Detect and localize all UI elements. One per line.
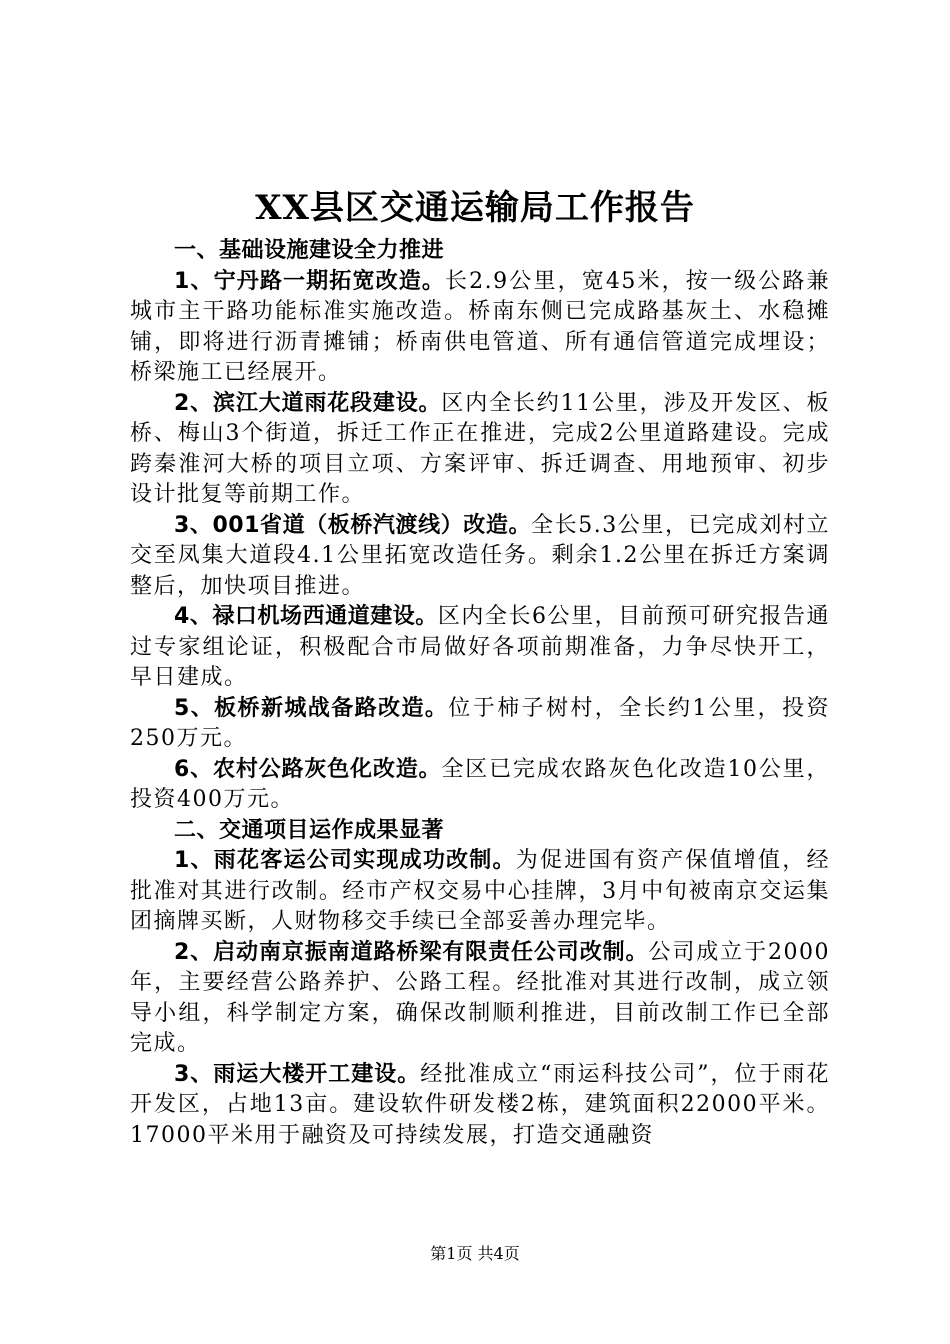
paragraph-lead: 2、滨江大道雨花段建设。 [174,390,442,416]
paragraph-text: 为促进国有资产保值增值，经批准对其进行改制。经市产权交易中心挂牌，3月中旬被南京交运集团摘牌买断，人财物移交手续已全部妥善办理完毕。 [130,848,830,934]
section-heading-2: 二、交通项目运作成果显著 [174,817,445,843]
paragraph [130,389,830,511]
paragraph-lead: 2、启动南京振南道路桥梁有限责任公司改制。 [174,939,649,965]
paragraph [130,938,830,1060]
paragraph-text: 区内全长6公里，目前预可研究报告通过专家组论证，积极配合市局做好各项前期准备，力争尽快开工，早日建成。 [130,604,831,690]
section-heading-1: 一、基础设施建设全力推进 [174,238,445,263]
paragraph [130,846,830,938]
paragraph-lead: 6、农村公路灰色化改造。 [174,756,442,782]
paragraph-lead: 1、雨花客运公司实现成功改制。 [174,848,516,873]
paragraph-lead: 5、板桥新城战备路改造。 [174,695,449,721]
document-body [130,236,830,1151]
paragraph-text: 经批准成立“雨运科技公司”，位于雨花开发区，占地13亩。建设软件研发楼2栋，建筑面积22000平米。17000平米用于融资及可持续发展，打造交通融资 [130,1061,830,1148]
paragraph [130,694,830,755]
paragraph-lead: 4、禄口机场西通道建设。 [174,604,438,629]
paragraph-text: 公司成立于2000年，主要经营公路养护、公路工程。经批准对其进行改制，成立领导小组，科学制定方案，确保改制顺利推进，目前改制工作已全部完成。 [130,939,830,1056]
paragraph-text: 区内全长约11公里，涉及开发区、板桥、梅山3个街道，拆迁工作正在推进，完成2公里道路建设。完成跨秦淮河大桥的项目立项、方案评审、拆迁调查、用地预审、初步设计批复等前期工作。 [130,390,831,507]
paragraph-lead: 3、雨运大楼开工建设。 [174,1061,421,1087]
paragraph-text: 长2.9公里，宽45米，按一级公路兼城市主干路功能标准实施改造。桥南东侧已完成路基灰土、水稳摊铺，即将进行沥青摊铺；桥南供电管道、所有通信管道完成埋设；桥梁施工已经展开。 [130,268,831,385]
paragraph-lead: 3、001省道（板桥汽渡线）改造。 [174,512,532,538]
paragraph-lead: 1、宁丹路一期拓宽改造。 [174,268,446,294]
paragraph-text: 全长5.3公里，已完成刘村立交至凤集大道段4.1公里拓宽改造任务。剩余1.2公里在拆迁方案调整后，加快项目推进。 [130,512,830,599]
paragraph [130,755,830,816]
paragraph [130,511,830,603]
paragraph [130,267,830,389]
paragraph-text: 全区已完成农路灰色化改造10公里，投资400万元。 [130,756,831,812]
paragraph-text: 位于柿子树村，全长约1公里，投资250万元。 [130,695,830,751]
page-footer: 第1页 共4页 [430,1244,520,1263]
paragraph [130,602,830,694]
paragraph [130,1060,830,1152]
document-title: XX县区交通运输局工作报告 [255,188,695,228]
